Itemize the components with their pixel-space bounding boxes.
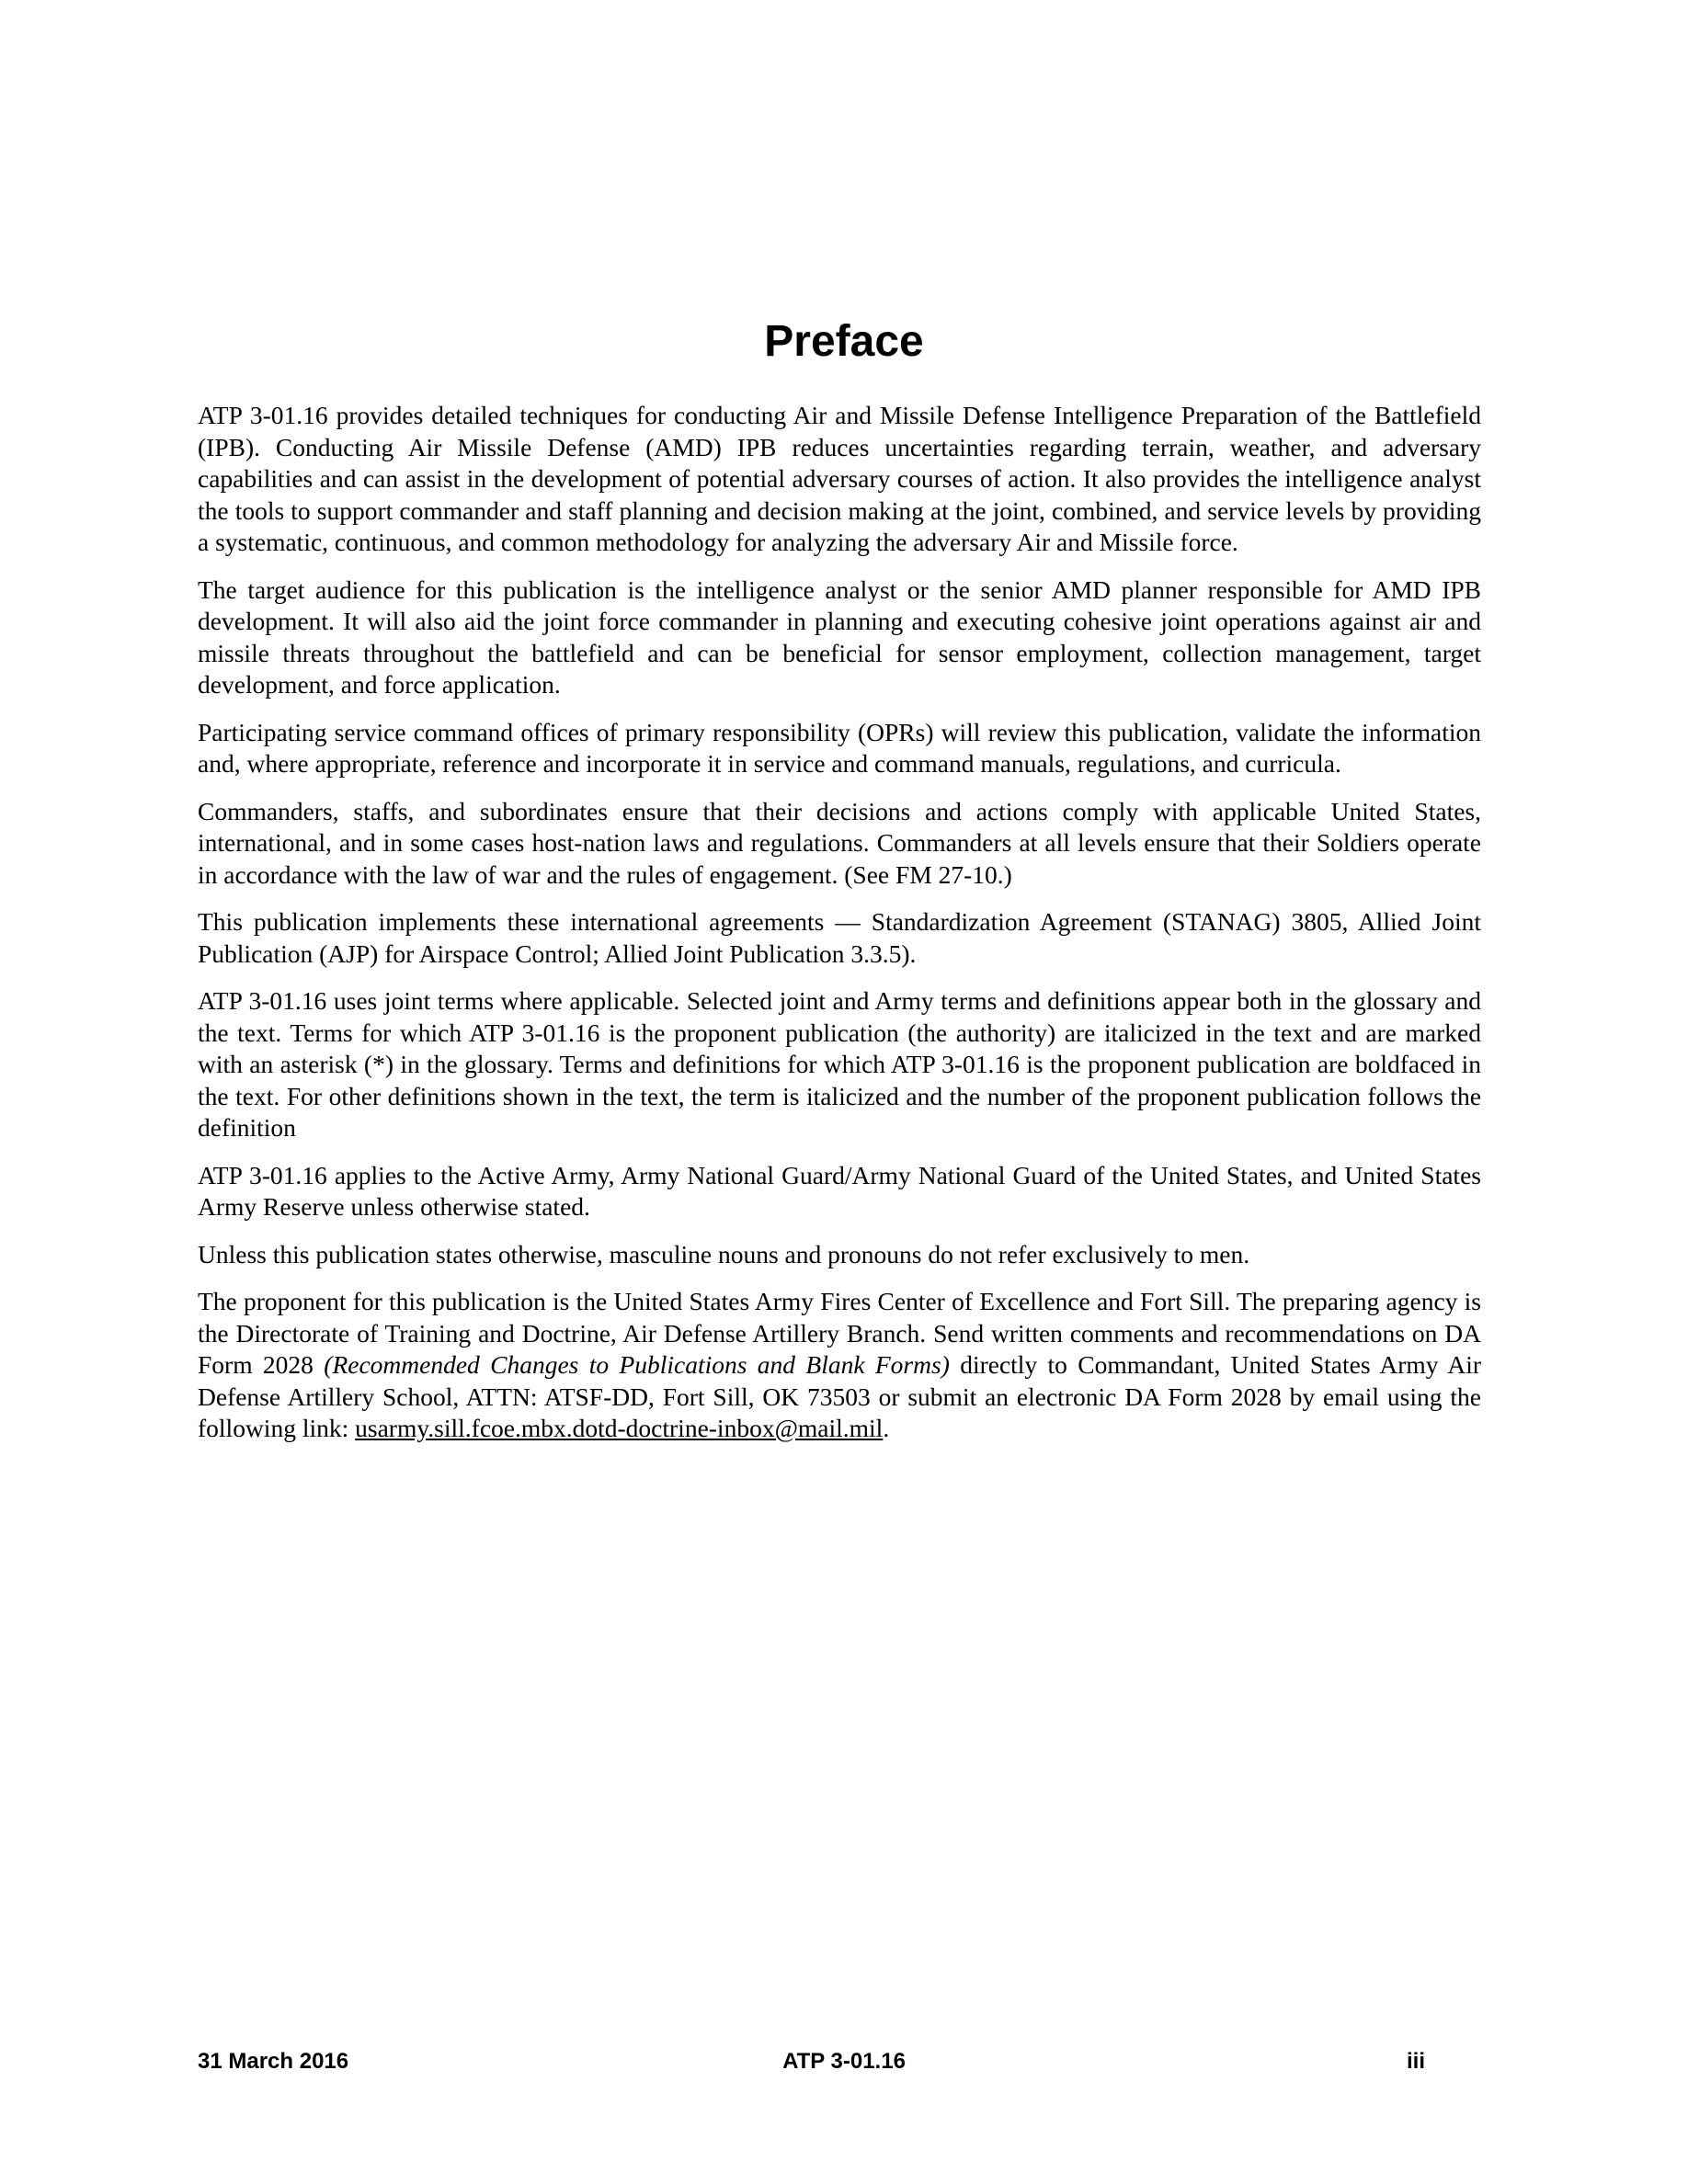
paragraph-proponent: [198, 1286, 1481, 1445]
paragraph-gender: Unless this publication states otherwise, masculine nouns and pronouns do not refer exclusively to men.: [198, 1239, 1250, 1268]
proponent-text-end: .: [883, 1414, 890, 1442]
paragraph-agreements: This publication implements these international agreements — Standardization Agreement (STANAG) 3805, Allied Joint Publication (AJP) for Airspace Control; Allied Joint Publication 3.3.5).: [198, 907, 1481, 968]
paragraph-oprs: Participating service command offices of primary responsibility (OPRs) will review this publication, validate the information and, where appropriate, reference and incorporate it in service and command manuals, regulations, and curricula.: [198, 717, 1481, 778]
proponent-text-start: The proponent for this publication is the United States Army Fires Center of Excellence and Fort Sill. The preparing agency is the Directorate of Training and Doctrine, Air Defense Artillery Branch. Send written comments and recommendations on DA Form 2028: [198, 1287, 1481, 1379]
footer-date: 31 March 2016: [198, 2049, 349, 2068]
footer-publication: ATP 3-01.16: [782, 2049, 906, 2068]
preface-body: [198, 400, 1481, 1461]
paragraph-audience: The target audience for this publication is the intelligence analyst or the senior AMD planner responsible for AMD IPB development. It will also aid the joint force commander in planning and executing cohesive joint operations against air and missile threats throughout the battlefield and can be beneficial for sensor employment, collection management, target development, and force application.: [198, 574, 1481, 699]
page-title: Preface: [764, 317, 924, 366]
footer-page-number: iii: [1407, 2049, 1426, 2068]
page-footer: [0, 2048, 1688, 2068]
paragraph-scope: ATP 3-01.16 provides detailed techniques for conducting Air and Missile Defense Intelligence Preparation of the Battlefield (IPB). Conducting Air Missile Defense (AMD) IPB reduces uncertainties regarding terrain, weather, and adversary capabilities and can assist in the development of potential adversary courses of action. It also provides the intelligence analyst the tools to support commander and staff planning and decision making at the joint, combined, and service levels by providing a systematic, continuous, and common methodology for analyzing the adversary Air and Missile force.: [198, 401, 1481, 556]
paragraph-terms: ATP 3-01.16 uses joint terms where applicable. Selected joint and Army terms and definitions appear both in the glossary and the text. Terms for which ATP 3-01.16 is the proponent publication (the authority) are italicized in the text and are marked with an asterisk (*) in the glossary. Terms and definitions for which ATP 3-01.16 is the proponent publication are boldfaced in the text. For other definitions shown in the text, the term is italicized and the number of the proponent publication follows the definition: [198, 986, 1481, 1142]
proponent-text-middle: directly to Commandant, United States Army Air Defense Artillery School, ATTN: ATSF-DD, Fort Sill, OK 73503 or submit an electronic DA Form 2028 by email using the following link:: [198, 1350, 1481, 1442]
paragraph-law-of-war: Commanders, staffs, and subordinates ensure that their decisions and actions comply with applicable United States, international, and in some cases host-nation laws and regulations. Commanders at all levels ensure that their Soldiers operate in accordance with the law of war and the rules of engagement. (See FM 27-10.): [198, 796, 1481, 889]
paragraph-applicability: ATP 3-01.16 applies to the Active Army, Army National Guard/Army National Guard of the United States, and United States Army Reserve unless otherwise stated.: [198, 1160, 1481, 1221]
doctrine-email-link[interactable]: usarmy.sill.fcoe.mbx.dotd-doctrine-inbox@mail.mil: [355, 1414, 884, 1442]
form-title: (Recommended Changes to Publications and Blank Forms): [324, 1350, 950, 1379]
